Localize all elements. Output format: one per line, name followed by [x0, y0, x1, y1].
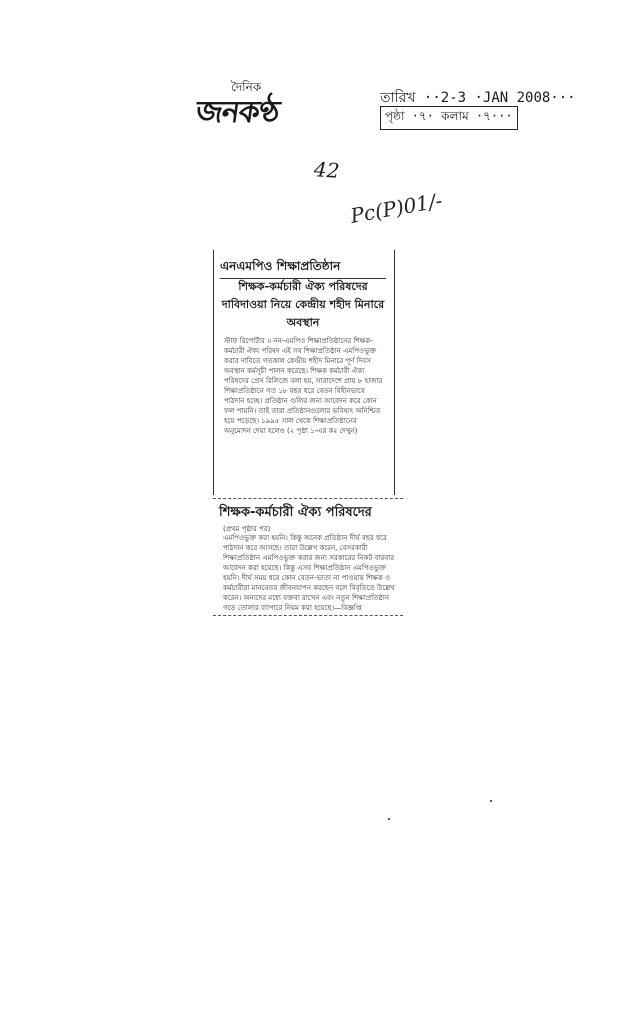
- handwritten-number: 42: [313, 157, 341, 183]
- clipping-body: স্টাফ রিপোর্টার ॥ নন-এমপিও শিক্ষাপ্রতিষ্ঠানের শিক্ষক-কর্মচারী ঐক্য পরিষদ এই সব শিক্ষাপ্রতিষ্ঠান এমপিওভুক্ত করার দাবিতে গতকাল কেন্দ্রীয় শহীদ মিনারে পূর্ণ দিবস অবস্থান কর্মসূচী পালন করেছে। শিক্ষক কর্মচারী ঐক্য পরিষদের প্রেস রিলিজে বলা হয়, সারাদেশে প্রায় ৮ হাজার শিক্ষাপ্রতিষ্ঠানে গত ১৮ বছর ধরে বেতন বিহীনভাবে পাঠদান হচ্ছে। প্রতিষ্ঠান গুলির জন্য আবেদন করে কোন ফল পায়নি। তাই তারা প্রতিষ্ঠানগুলোর ভবিষ্যৎ অনিশ্চিত হয়ে পড়েছে। ১৯৯৫ সাল থেকে শিক্ষাপ্রতিষ্ঠানের অনুমোদন দেয়া হলেও (২ পৃষ্ঠা ১-এর কঃ দেখুন): [224, 337, 383, 435]
- continuation-body: এমপিওভুক্ত করা হয়নি। কিন্তু অনেক প্রতিষ্ঠান দীর্ঘ বছর ধরে পাঠদান করে আসছে। তারা উল্লেখ করেন, বেসরকারী শিক্ষাপ্রতিষ্ঠান এমপিওভুক্ত করার জন্য সরকারের নিকট বারবার আবেদন করা হয়েছে। কিন্তু এসব শিক্ষাপ্রতিষ্ঠান এমপিওভুক্ত হয়নি। দীর্ঘ সময় ধরে কোন বেতন-ভাতা না পাওয়ায় শিক্ষক ও কর্মচারীরা মানবেতর জীবনযাপন করছেন বলে বিবৃতিতে উল্লেখ করেন। অন্যদের মধ্যে বক্তব্য রাখেন এবং নতুন শিক্ষাপ্রতিষ্ঠান গড়ে তোলার ব্যাপারে নিয়ম করা হয়েছে।—বিজ্ঞপ্তি: [223, 534, 395, 612]
- newspaper-label: দৈনিক: [231, 80, 262, 94]
- clipping-front-page: [213, 250, 395, 495]
- newspaper-clipping: [213, 250, 403, 620]
- scan-speck: [490, 800, 492, 802]
- continuation-credit: (প্রথম পৃষ্ঠার পর): [223, 525, 271, 533]
- handwritten-code: Pc(P)01/-: [348, 188, 445, 228]
- scan-speck: [388, 818, 390, 820]
- stamp-page-column: পৃষ্ঠা ·৭· কলাম ·৭···: [380, 106, 518, 130]
- newspaper-title: জনকণ্ঠ: [193, 95, 282, 130]
- date-stamp: [374, 86, 576, 128]
- clipping-kicker: এনএমপিও শিক্ষাপ্রতিষ্ঠান: [220, 258, 386, 279]
- clipping-continuation: [213, 498, 403, 619]
- continuation-headline: শিক্ষক-কর্মচারী ঐক্য পরিষদের: [219, 505, 372, 520]
- divider: [213, 615, 403, 616]
- clipping-headline: শিক্ষক-কর্মচারী ঐক্য পরিষদের দাবিদাওয়া নিয়ে কেন্দ্রীয় শহীদ মিনারে অবস্থান: [221, 280, 385, 329]
- stamp-date: তারিখ ··2-3 ·JAN 2008···: [380, 90, 576, 106]
